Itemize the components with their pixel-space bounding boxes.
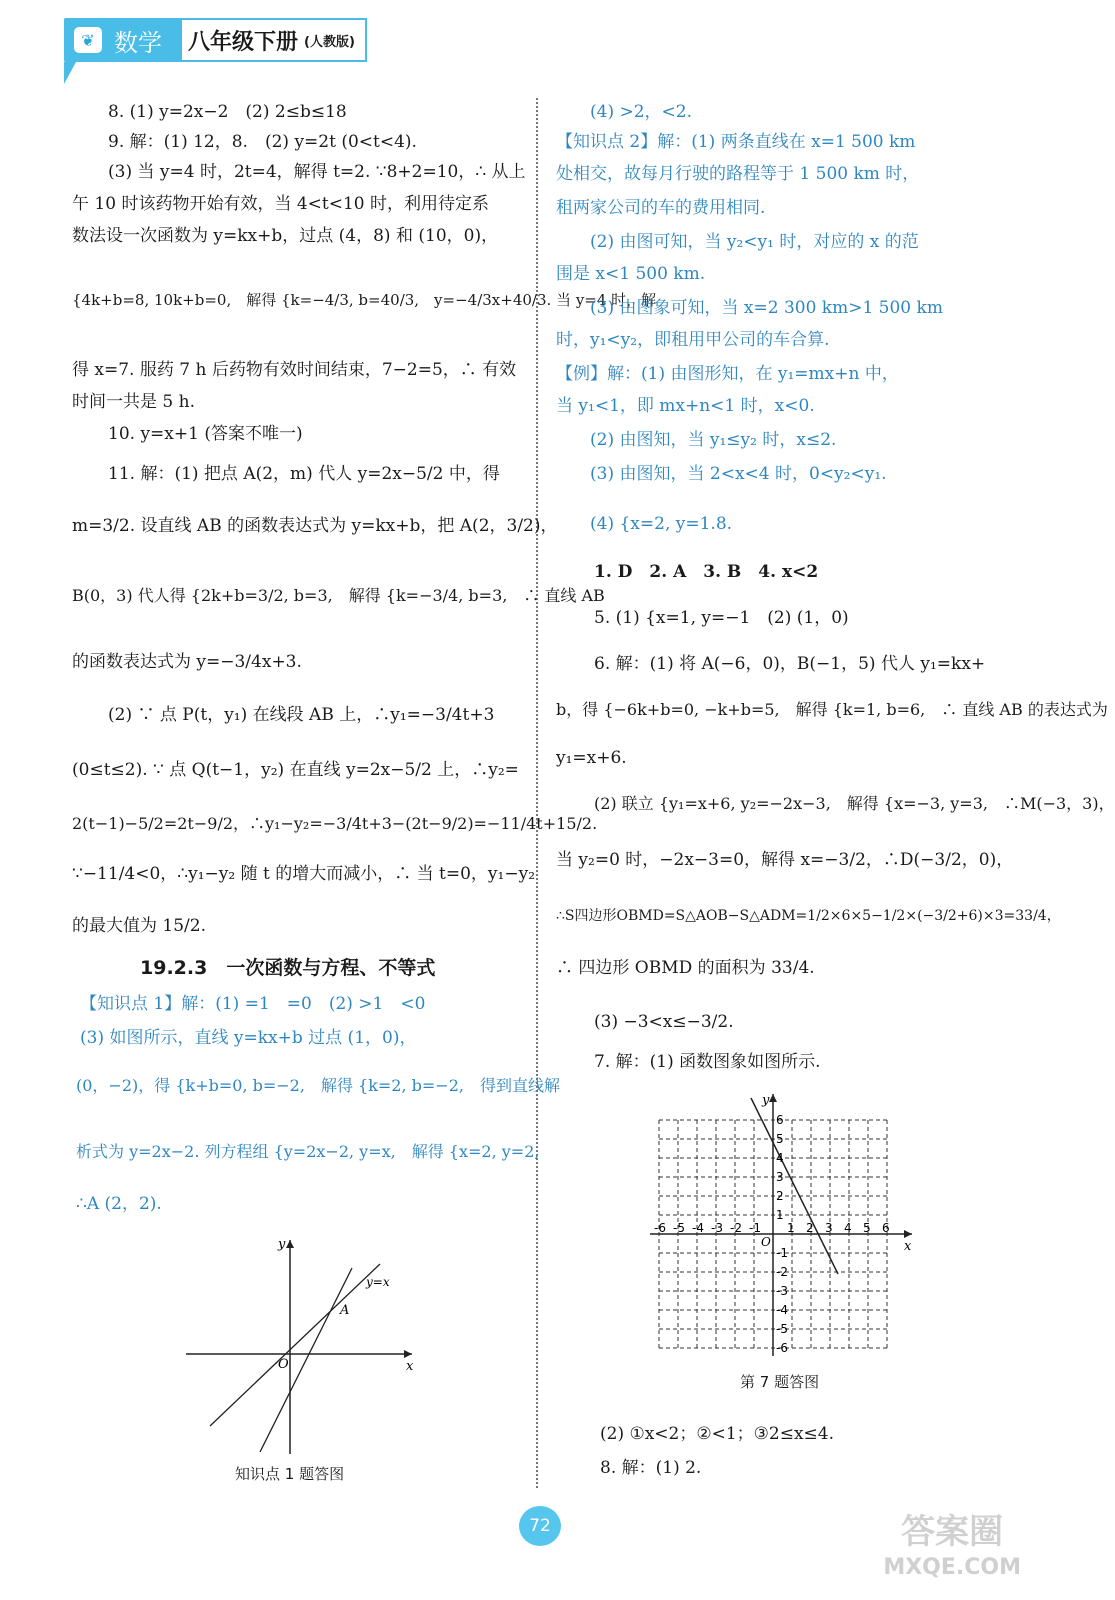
header-edition: (人教版): [304, 34, 355, 50]
y-tick-label: -2: [776, 1265, 788, 1279]
header-subject-block: [64, 18, 182, 62]
knowledge-2-line: 时，y₁<y₂，即租用甲公司的车合算.: [556, 330, 830, 350]
answer-9-system: {4k+b=8, 10k+b=0, 解得 {k=−4/3, b=40/3, y=−4/3x+40/3. 当 y=4 时，解: [72, 291, 657, 309]
section-heading: 19.2.3 一次函数与方程、不等式: [140, 957, 436, 979]
example-line: (3) 由图知，当 2<x<4 时，0<y₂<y₁.: [590, 464, 887, 484]
answer-9-header: 9. 解：(1) 12，8. (2) y=2t (0<t<4).: [108, 132, 417, 152]
knowledge-2-line: 围是 x<1 500 km.: [556, 264, 706, 284]
answer-11-line: (0≤t≤2). ∵ 点 Q(t−1，y₂) 在直线 y=2x−5/2 上，∴y₂=: [72, 760, 519, 780]
answer-6-line: ∴ 四边形 OBMD 的面积为 33/4.: [556, 958, 815, 978]
answer-5: 5. (1) {x=1, y=−1 (2) (1，0): [594, 608, 849, 628]
y-axis-label: y: [278, 1237, 286, 1252]
header-tab-tail: [64, 62, 76, 84]
watermark-top: 答案圈: [901, 1512, 1004, 1552]
answer-11-line: 2(t−1)−5/2=2t−9/2，∴y₁−y₂=−3/4t+3−(2t−9/2)=−11/4t+15/2.: [72, 814, 598, 833]
y-tick-label: -6: [776, 1341, 788, 1355]
x-tick-label: -2: [730, 1221, 742, 1235]
answer-6-part3: (3) −3<x≤−3/2.: [594, 1012, 734, 1032]
example-line: (2) 由图知，当 y₁≤y₂ 时，x≤2.: [590, 430, 837, 450]
question-7-graph: [650, 1090, 920, 1362]
x-tick-label: 5: [863, 1221, 871, 1235]
example-line: 当 y₁<1，即 mx+n<1 时，x<0.: [556, 396, 815, 416]
y-tick-label: 6: [776, 1113, 784, 1127]
answer-9-line: (3) 当 y=4 时，2t=4，解得 t=2. ∵8+2=10，∴ 从上: [108, 162, 526, 182]
x-tick-label: -3: [711, 1221, 723, 1235]
example-line: (4) {x=2, y=1.8.: [590, 514, 733, 534]
knowledge-2-line: 租两家公司的车的费用相同.: [556, 198, 766, 218]
answer-11-line: 的函数表达式为 y=−3/4x+3.: [72, 652, 302, 672]
answer-9-line: 午 10 时该药物开始有效，当 4<t<10 时，利用待定系: [72, 194, 490, 214]
answer-6-header: 6. 解：(1) 将 A(−6，0)，B(−1，5) 代人 y₁=kx+: [594, 654, 986, 674]
knowledge-1-line: 【知识点 1】解：(1) =1 =0 (2) >1 <0: [80, 994, 426, 1014]
x-axis-arrow: [404, 1350, 412, 1358]
answer-6-area: ∴S四边形OBMD=S△AOB−S△ADM=1/2×6×5−1/2×(−3/2+6)×3=33/4，: [556, 908, 1061, 924]
y-tick-label: -4: [776, 1303, 788, 1317]
knowledge-1-system: (0，−2)，得 {k+b=0, b=−2, 解得 {k=2, b=−2, 得到直线解: [76, 1076, 560, 1095]
knowledge-1-line: ∴A (2，2).: [76, 1194, 162, 1214]
example-line: 【例】解：(1) 由图形知，在 y₁=mx+n 中，: [556, 364, 899, 384]
answer-11-system: B(0，3) 代人得 {2k+b=3/2, b=3, 解得 {k=−3/4, b=3, ∴ 直线 AB: [72, 586, 605, 605]
x-tick-label: -4: [692, 1221, 704, 1235]
answer-10: 10. y=x+1 (答案不唯一): [108, 424, 303, 444]
figure-1-caption: 知识点 1 题答图: [235, 1465, 345, 1483]
x-tick-label: 3: [825, 1221, 833, 1235]
x-tick-label: 4: [844, 1221, 852, 1235]
page-number: 72: [519, 1506, 561, 1546]
answer-8-header: 8. 解：(1) 2.: [600, 1458, 702, 1478]
x-tick-label: -1: [749, 1221, 761, 1235]
line-label: y=x: [366, 1275, 390, 1289]
knowledge-2-line: (3) 由图象可知，当 x=2 300 km>1 500 km: [590, 298, 943, 318]
x-axis-arrow: [904, 1230, 912, 1238]
y-tick-label: -3: [776, 1284, 788, 1298]
y-tick-label: -1: [776, 1246, 788, 1260]
y-tick-label: 2: [776, 1189, 784, 1203]
header-subject: 数学: [114, 28, 162, 57]
answer-11-line: 的最大值为 15/2.: [72, 916, 206, 936]
answer-9-line: 时间一共是 5 h.: [72, 392, 195, 412]
y-tick-label: -5: [776, 1322, 788, 1336]
y-tick-label: 5: [776, 1132, 784, 1146]
answer-7-part2: (2) ①x<2；②<1；③2≤x≤4.: [600, 1424, 835, 1444]
line-y-equals-x: [210, 1264, 380, 1426]
knowledge-1-graph: [180, 1230, 420, 1460]
knowledge-1-system: 析式为 y=2x−2. 列方程组 {y=2x−2, y=x, 解得 {x=2, y=2,: [76, 1142, 540, 1161]
x-tick-label: -5: [673, 1221, 685, 1235]
x-tick-label: 1: [787, 1221, 795, 1235]
knowledge-2-line: 【知识点 2】解：(1) 两条直线在 x=1 500 km: [556, 132, 916, 152]
y-tick-label: 1: [776, 1208, 784, 1222]
answer-9-line: 数法设一次函数为 y=kx+b，过点 (4，8) 和 (10，0)，: [72, 226, 499, 246]
answer-11-line: ∵−11/4<0，∴y₁−y₂ 随 t 的增大而减小，∴ 当 t=0，y₁−y₂: [72, 864, 536, 884]
answers-1-4: 1. D 2. A 3. B 4. x<2: [594, 562, 819, 582]
y-axis-arrow: [769, 1094, 777, 1102]
answer-6-line: y₁=x+6.: [556, 748, 627, 768]
knowledge-2-line: 处相交，故每月行驶的路程等于 1 500 km 时，: [556, 164, 920, 184]
origin-label: O: [761, 1235, 771, 1249]
answer-11-header: 11. 解：(1) 把点 A(2，m) 代人 y=2x−5/2 中，得: [108, 464, 500, 484]
answer-9-line: 得 x=7. 服药 7 h 后药物有效时间结束，7−2=5，∴ 有效: [72, 360, 517, 380]
knowledge-2-line: (2) 由图可知，当 y₂<y₁ 时，对应的 x 的范: [590, 232, 919, 252]
y-axis-arrow: [286, 1240, 294, 1248]
answer-6-line: 当 y₂=0 时，−2x−3=0，解得 x=−3/2，∴D(−3/2，0)，: [556, 850, 1014, 870]
figure-7-caption: 第 7 题答图: [740, 1373, 820, 1391]
y-tick-label: 4: [776, 1151, 784, 1165]
x-tick-label: 6: [882, 1221, 890, 1235]
point-a-label: A: [340, 1303, 350, 1318]
answer-11-line: m=3/2. 设直线 AB 的函数表达式为 y=kx+b，把 A(2，3/2)，: [72, 516, 558, 536]
x-tick-label: -6: [654, 1221, 666, 1235]
watermark: [883, 1514, 1021, 1586]
knowledge-1-line: (3) 如图所示，直线 y=kx+b 过点 (1，0)，: [80, 1028, 417, 1048]
line-y-equals-2x-minus-2: [260, 1268, 352, 1452]
answer-11-part2: (2) ∵ 点 P(t，y₁) 在线段 AB 上，∴y₁=−3/4t+3: [108, 705, 495, 725]
answer-7-header: 7. 解：(1) 函数图象如图所示.: [594, 1052, 821, 1072]
y-axis-label: y: [762, 1093, 770, 1108]
watermark-bottom: MXQE.COM: [883, 1555, 1021, 1580]
y-tick-label: 3: [776, 1170, 784, 1184]
header-title-block: [182, 18, 367, 62]
answer-4: (4) >2，<2.: [590, 102, 693, 122]
answer-8: 8. (1) y=2x−2 (2) 2≤b≤18: [108, 102, 347, 122]
answer-6-system: b，得 {−6k+b=0, −k+b=5, 解得 {k=1, b=6, ∴ 直线 AB 的表达式为: [556, 700, 1108, 719]
page-header: [64, 18, 367, 62]
leaf-icon: ❦: [74, 27, 102, 53]
x-axis-label: x: [904, 1239, 912, 1254]
x-tick-label: 2: [806, 1221, 814, 1235]
header-grade: 八年级下册: [188, 29, 299, 55]
answer-6-part2: (2) 联立 {y₁=x+6, y₂=−2x−3, 解得 {x=−3, y=3, ∴M(−3，3)，: [594, 794, 1115, 813]
origin-label: O: [278, 1357, 289, 1372]
x-axis-label: x: [406, 1359, 414, 1374]
